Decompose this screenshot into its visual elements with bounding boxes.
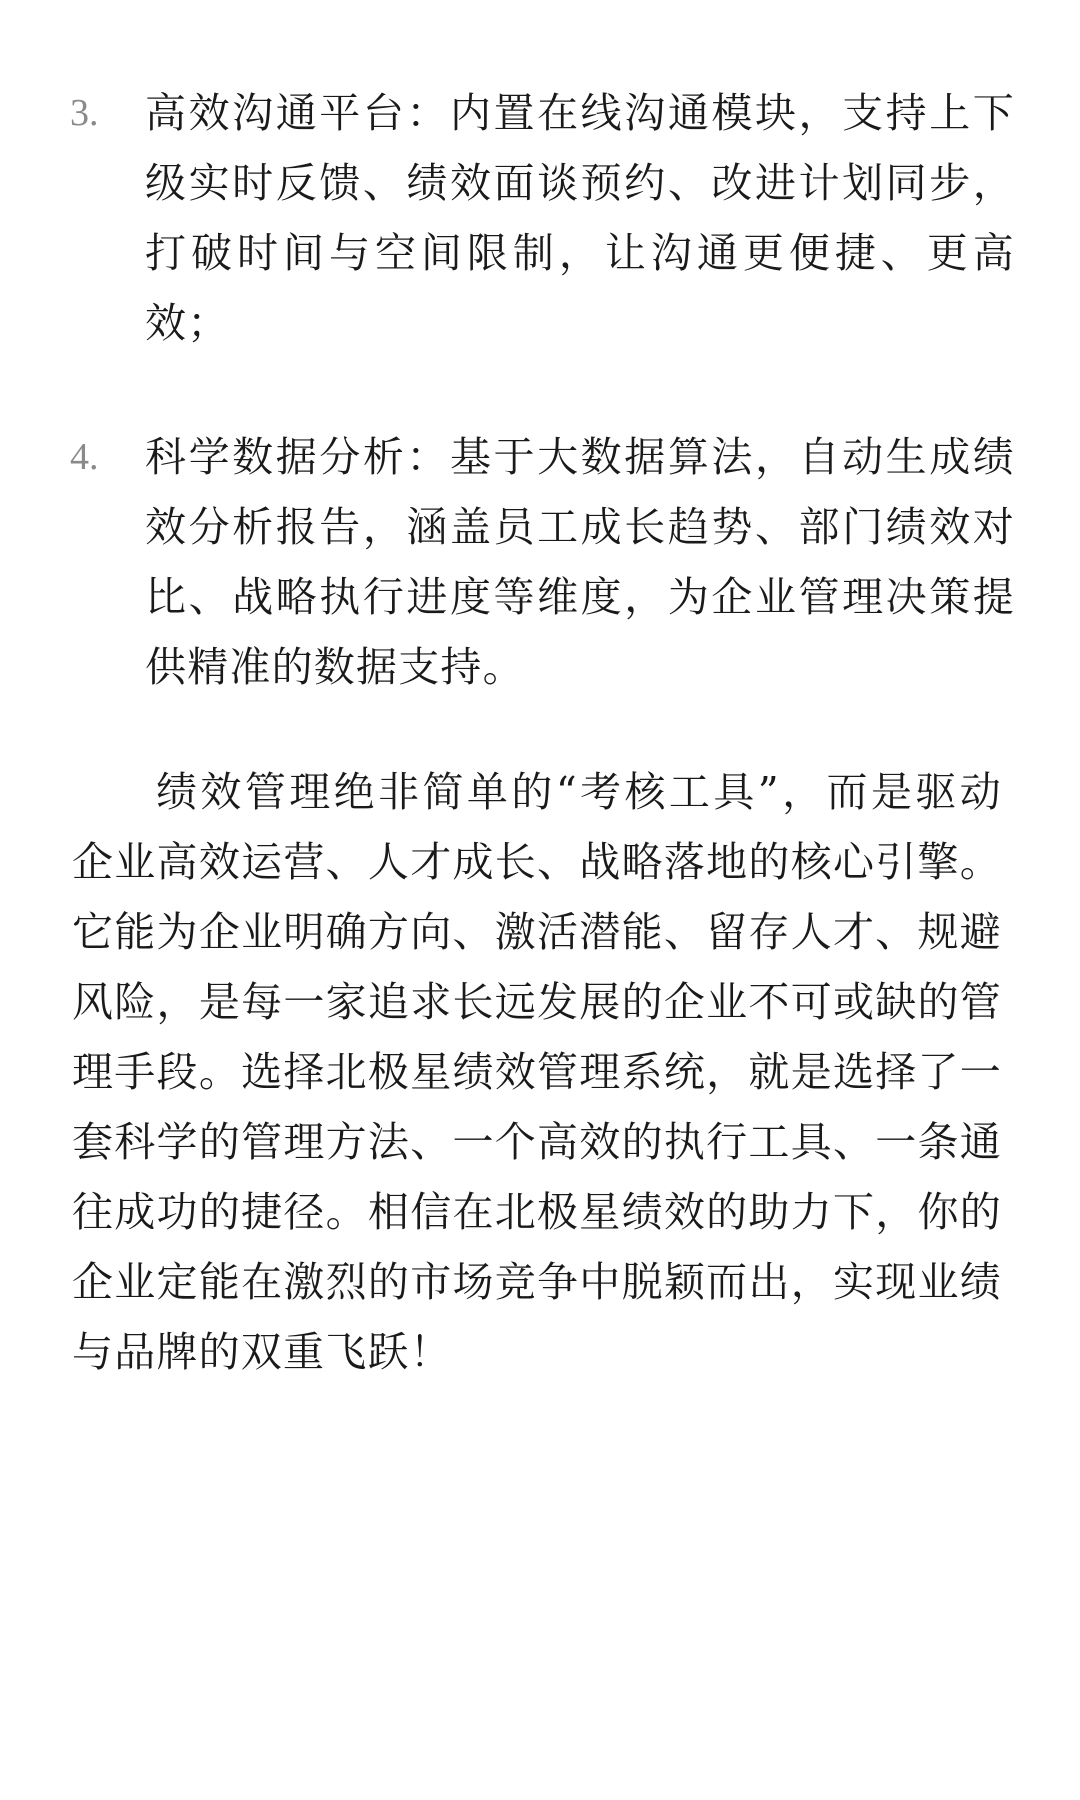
list-number: 3. [70, 92, 99, 134]
list-item-text: 高效沟通平台：内置在线沟通模块，支持上下级实时反馈、绩效面谈预约、改进计划同步，打破时间与空间限制，让沟通更便捷、更高效； [145, 89, 1015, 347]
list-number: 4. [70, 436, 99, 478]
conclusion-paragraph: 绩效管理绝非简单的“考核工具”，而是驱动企业高效运营、人才成长、战略落地的核心引擎。它能为企业明确方向、激活潜能、留存人才、规避风险，是每一家追求长远发展的企业不可或缺的管理手段。选择北极星绩效管理系统，就是选择了一套科学的管理方法、一个高效的执行工具、一条通往成功的捷径。相信在北极星绩效的助力下，你的企业定能在激烈的市场竞争中脱颖而出，实现业绩与品牌的双重飞跃！ [72, 768, 1002, 1376]
list-item-text: 科学数据分析：基于大数据算法，自动生成绩效分析报告，涵盖员工成长趋势、部门绩效对比、战略执行进度等维度，为企业管理决策提供精准的数据支持。 [145, 433, 1015, 691]
